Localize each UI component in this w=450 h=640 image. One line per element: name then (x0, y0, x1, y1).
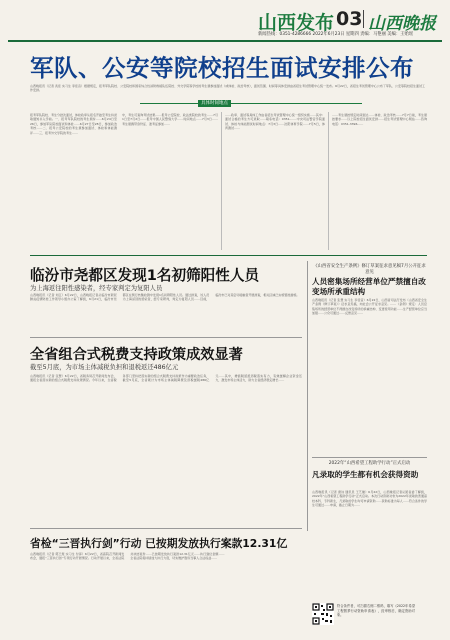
lead-title: 军队、公安等院校招生面试安排公布 (30, 54, 414, 82)
box-label-bar (140, 103, 362, 104)
masthead-rule (8, 40, 442, 42)
right2-footer: 符合条件者，可扫描右侧二维码，填写《2022年希望工程圆梦行动资助申请表》，经审核后，确定资助对象。 (337, 604, 415, 618)
masthead (0, 0, 450, 42)
qr-code-icon (312, 603, 334, 625)
right2-title: 凡录取的学生都有机会获得资助 (312, 470, 419, 479)
lead-col-4: ……考生须按规定时间到达……体检、政治考核……7月7日前，考生须按要求……以上院校招生面试安排……招生考试管理中心网站……咨询电话：0351-3396…… (332, 113, 427, 126)
box-label: 具体时间地点 (198, 100, 231, 107)
article-divider-2 (30, 528, 302, 529)
masthead-info: 新闻热线：0351-4286666 2022年6月23日 星期四 责编：马艳丽 美编：王贻瑶 (258, 32, 414, 37)
article3-subtitle: 截至5月底，为市场主体减税负担和退税返还486亿元 (30, 364, 179, 371)
lead-col-rule-1 (221, 112, 222, 250)
article-divider-1 (30, 337, 302, 338)
right1-body: 山西晚报讯（记者 张慧 实习生 李佳音）6月22日，山西省司法厅发布《山西省安全生产条例（修订草案）》征求意见稿，向社会公开征求意见。……《条例》规定：人员密集场所的经营单位不得擅自改变场所的承重结构、变更使用功能……生产经营单位应当加强……公众可通过……反馈意见…… (312, 298, 427, 316)
masthead-paper-name: 山西晚报 (368, 14, 436, 34)
right1-title: 人员密集场所经营单位严禁擅自改变场所承重结构 (312, 277, 426, 296)
right1-title-small: 《山西省安全生产条例》修订草案征求意见稿7月公开征求意见 (313, 264, 426, 275)
article4-title: 省检“三晋执行剑”行动 已按期发放执行案款12.31亿 (30, 537, 288, 550)
right2-title-small: 2022年“山西希望工程助学行动”正式启动 (328, 461, 411, 466)
lead-col-2: 中，考生可查询考试结果……报考公安院校、政法类院校的考生……7月1日至7月2日……报考中国人民警察大学……时间地点……7月3日……考生须携带身份证、准考证参加…… (122, 113, 218, 126)
article4-body: 山西晚报讯（记者 郭王煜 实习生 付泽）6月22日，省高院召开新闻发布会，通报“三晋执行剑”专项行动开展情况。行动开展以来，全省法院共执结案件……已按期发放执行案款12.31亿元……执行到位金额……全省法院将持续加大执行力度，切实维护胜诉当事人合法权益…… (30, 552, 225, 561)
lead-col-1: 报考军队院校、考生分批次面试，体检政审从报名开始至考生持录取通知书入学前。一、报考军队院校的考生须持……6月24日至26日，参加军队院校面试和体检……6月27日至28日，参加政治考核……二、报考公安院校的考生须参加面试、体检和体能测评……三、报考外交学院的考生…… (30, 113, 117, 135)
article2-title: 临汾市尧都区发现1名初筛阳性人员 (30, 267, 260, 284)
masthead-page-number: 03 (336, 8, 363, 30)
article2-subtitle: 为上海返往阳性感染者，经专家判定为复阳人员 (30, 285, 163, 292)
article3-title: 全省组合式税费支持政策成效显著 (30, 347, 243, 363)
right-column-rule (307, 261, 308, 531)
right2-body: 山西晚报讯（记者 唐诗 通讯员 王艺璇）6月22日，山西晚报记者从团省委了解到，2022年“山西希望工程助学行动”正式启动。本次行动资助对象为2022年录取的普通高校本科、专科新生，凡录取的学生均可申请资助……资助标准为每人……符合条件的学生可通过……申请，截止日期为…… (312, 490, 427, 508)
masthead-section: 山西发布 (258, 12, 335, 34)
article2-body: 山西晚报讯（记者 刘江）6月22日，山西晚报记者从临汾市新冠肺炎疫情防控工作领导小组办公室了解到，6月21日，临汾市尧都区在例行核酸检测中发现1名初筛阳性人员。通过排查，该人员为上海返回的感染者，经专家研判，判定为复阳人员……目前，临汾市已对其密切接触者开展排查，相关区域已实施管控措施。 (30, 293, 300, 302)
article3-body: 山西晚报讯（记者 张慧）6月22日，省税务局召开新闻发布会，通报全省落实新的组合式税费支持政策情况。今年以来，全省税务部门坚持把落实新的组合式税费支持政策作为重要政治任务，截至5月底，全省累计为市场主体减税降费及退税缓税486亿元……其中，增值税留抵退税落实有力，有效缓解企业资金压力，激发市场主体活力，助力全省经济稳定增长…… (30, 374, 302, 383)
masthead-divider (363, 10, 364, 28)
section-rule-1 (30, 255, 427, 256)
lead-col-rule-2 (328, 112, 329, 250)
lead-col-3: ……政审、面试等具体工作由省招生考试管理中心统一组织实施……其中：面试合格的考生方可录取……联系电话：0351-……中央司法警官学院面试、体检与体能测试时间地点：7月3日……沈阳体育学院……7月5日，体育测试…… (225, 113, 325, 131)
lead-intro: 山西晚报讯（记者 武佳 实习生 李佳音）根据规定，报考军队院校、公安院校和国家综合性消防救援队伍院校、外交学院等学校的考生须参加面试（或体检、政治考核），面试范围、时间等具体安排由省招生考试管理中心统一发布。6月22日，省招生考试管理中心公布了军队、公安等院校招生面试工作安排。 (30, 84, 425, 93)
article-divider-3 (312, 457, 427, 458)
